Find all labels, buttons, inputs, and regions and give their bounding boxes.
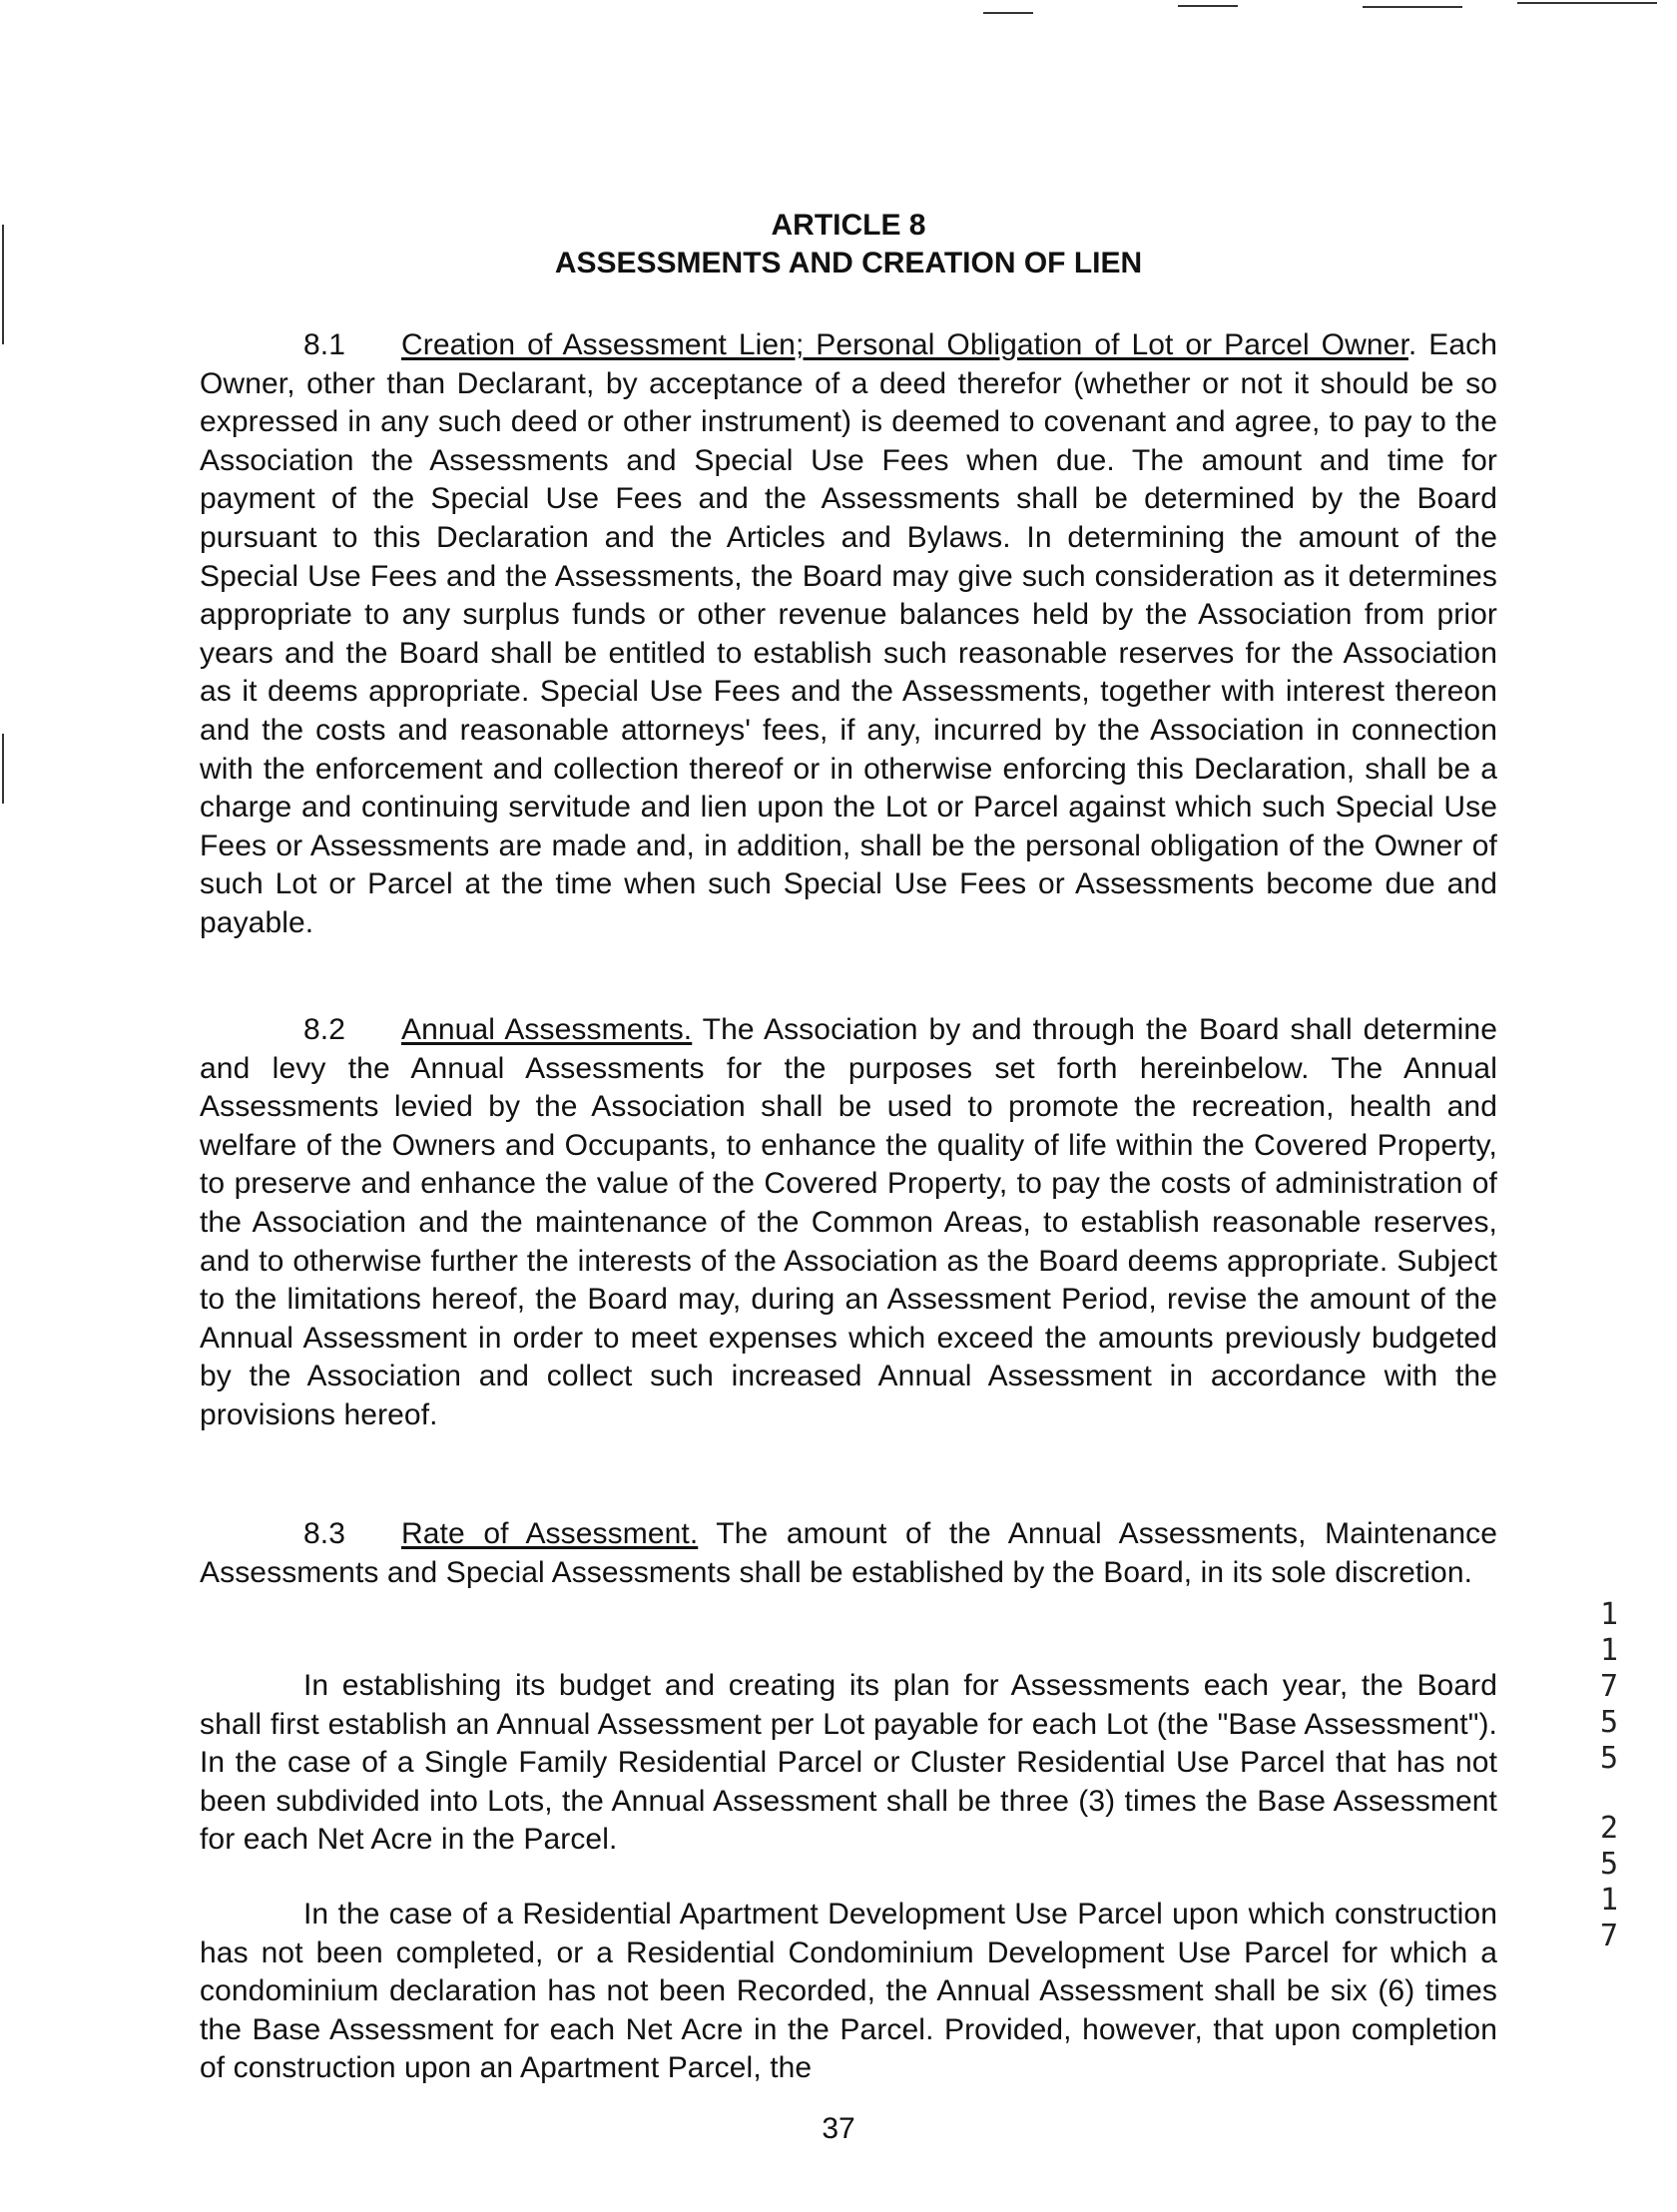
base-assessment-text: In establishing its budget and creating its plan for Assessments each year, the Board shall first establish an Annual Assessment per Lot payable for each Lot (the "Base Assessment"). In the case of a Single Family Residential Parcel or Cluster Residential Use Parcel that has not been subdivided into Lots, the Annual Assessment shall be three (3) times the Base Assessment for each Net Acre in the Parcel. bbox=[200, 1669, 1497, 1857]
margin-code-char: 5 bbox=[1599, 1705, 1619, 1740]
scan-artifact-left-1 bbox=[2, 225, 4, 344]
margin-code-char: 2 bbox=[1599, 1811, 1619, 1846]
margin-code-char: 7 bbox=[1599, 1919, 1619, 1953]
section-8-2-number: 8.2 bbox=[303, 1013, 346, 1046]
section-8-1 bbox=[200, 326, 1497, 943]
margin-code-char: 1 bbox=[1599, 1883, 1619, 1918]
article-heading: ARTICLE 8 bbox=[771, 209, 926, 242]
section-8-3-number: 8.3 bbox=[303, 1517, 346, 1550]
article-title: ASSESSMENTS AND CREATION OF LIEN bbox=[554, 247, 1143, 279]
section-8-1-title-suffix: . bbox=[1407, 328, 1417, 361]
margin-code-char: 1 bbox=[1599, 1597, 1619, 1632]
section-8-3-text: The amount of the Annual Assessments, Maintenance Assessments and Special Assessments shall be established by the Board, in its sole discretion. bbox=[200, 1517, 1497, 1589]
section-8-2-paragraph bbox=[200, 1011, 1497, 1435]
margin-code-char: 5 bbox=[1599, 1741, 1619, 1776]
margin-code-char: 1 bbox=[1599, 1633, 1619, 1668]
scan-artifact-top-2 bbox=[1178, 5, 1238, 7]
section-8-2 bbox=[200, 1011, 1497, 1435]
section-8-1-number: 8.1 bbox=[303, 328, 346, 361]
scan-artifact-top-3 bbox=[1363, 6, 1462, 8]
margin-code-gap bbox=[1597, 1777, 1621, 1811]
apartment-parcel-text: In the case of a Residential Apartment Development Use Parcel upon which construction has not been completed, or a Residential Condominium Development Use Parcel for which a condominium declaration has not been Recorded, the Annual Assessment shall be six (6) times the Base Assessment for each Net Acre in the Parcel. Provided, however, that upon completion of construction upon an Apartment Parcel, the bbox=[200, 1898, 1497, 2085]
section-8-1-paragraph bbox=[200, 326, 1497, 943]
page-number: 37 bbox=[822, 2112, 855, 2145]
section-8-3-paragraph bbox=[200, 1515, 1497, 1592]
margin-recording-code bbox=[1597, 1597, 1621, 1954]
section-8-3-title: Rate of Assessment. bbox=[401, 1517, 699, 1550]
margin-code-char: 7 bbox=[1599, 1669, 1619, 1704]
scan-artifact-top-1 bbox=[983, 12, 1033, 14]
section-8-1-title: Creation of Assessment Lien; Personal Obligation of Lot or Parcel Owner bbox=[401, 328, 1408, 361]
section-8-2-title: Annual Assessments. bbox=[401, 1013, 693, 1046]
apartment-parcel-paragraph bbox=[200, 1896, 1497, 2088]
scan-artifact-top-4 bbox=[1517, 2, 1657, 4]
section-8-3 bbox=[200, 1515, 1497, 1592]
section-8-1-text: Each Owner, other than Declarant, by acceptance of a deed therefor (whether or not it should be so expressed in any such deed or other instrument) is deemed to covenant and agree, to pay to the Association the Assessments and Special Use Fees when due. The amount and time for payment of the Special Use Fees and the Assessments shall be determined by the Board pursuant to this Declaration and the Articles and Bylaws. In determining the amount of the Special Use Fees and the Assessments, the Board may give such consideration as it determines appropriate to any surplus funds or other revenue balances held by the Association from prior years and the Board shall be entitled to establish such reasonable reserves for the Association as it deems appropriate. Special Use Fees and the Assessments, together with interest thereon and the costs and reasonable attorneys' fees, if any, incurred by the Association in connection with the enforcement and collection thereof or in otherwise enforcing this Declaration, shall be a charge and continuing servitude and lien upon the Lot or Parcel against which such Special Use Fees or Assessments are made and, in addition, shall be the personal obligation of the Owner of such Lot or Parcel at the time when such Special Use Fees or Assessments become due and payable. bbox=[200, 328, 1498, 939]
section-8-2-text: The Association by and through the Board shall determine and levy the Annual Assessments for the purposes set forth hereinbelow. The Annual Assessments levied by the Association shall be used to promote the recreation, health and welfare of the Owners and Occupants, to enhance the quality of life within the Covered Property, to preserve and enhance the value of the Covered Property, to pay the costs of administration of the Association and the maintenance of the Common Areas, to establish reasonable reserves, and to otherwise further the interests of the Association as the Board deems appropriate. Subject to the limitations hereof, the Board may, during an Assessment Period, revise the amount of the Annual Assessment in order to meet expenses which exceed the amounts previously budgeted by the Association and collect such increased Annual Assessment in accordance with the provisions hereof. bbox=[200, 1013, 1497, 1431]
scan-artifact-left-2 bbox=[2, 734, 4, 804]
margin-code-char: 5 bbox=[1599, 1847, 1619, 1882]
base-assessment-paragraph bbox=[200, 1667, 1497, 1860]
